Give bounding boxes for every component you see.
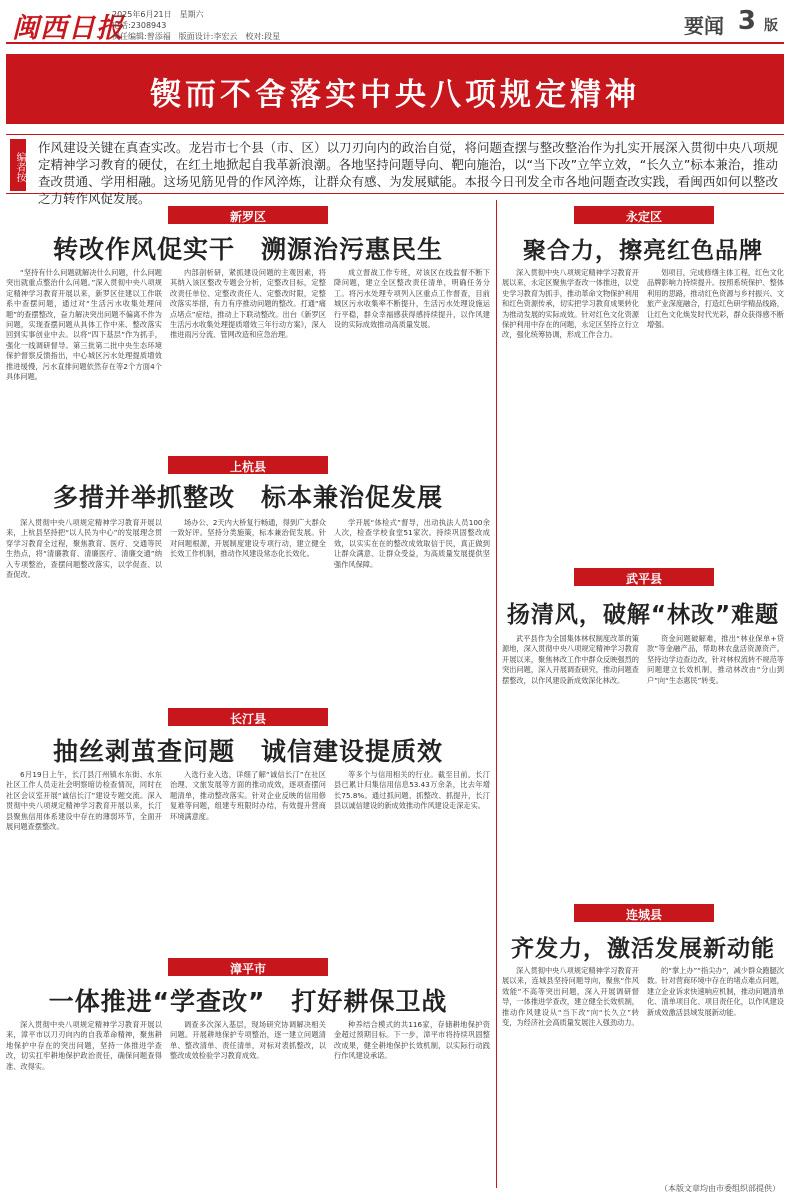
article-column: 内部剖析研，紧抓建设问题的主观因素，将其纳入该区整改专题会分析，定整改目标，定整改责任单位、定整改责任人、定整改时限，定整改落实举措，有力有序推动问题的整改。打通“痛点堵点”症结，推动上下联动整改。出台《新罗区生活污水收集处理提质增效三年行动方案》，深入推进雨污分流、管网改造和应急治理。: [170, 268, 326, 340]
article-body: [502, 634, 784, 894]
county-name: 武平县: [625, 572, 662, 586]
article-column: 学开展“体检式”督导，出动执法人员100余人次，检查学校食堂51家次。持续巩固整改成效，以实实在在的整改成效取信于民，真正做到让群众满意、让群众受益，为高质量发展提供坚强作风保障。: [334, 518, 490, 569]
editor-note: [6, 134, 784, 206]
county-name: 永定区: [625, 210, 662, 224]
article-column: 武平县作为全国集体林权制度改革的策源地，深入贯彻中央八项规定精神学习教育开展以来，聚焦林改工作中群众反映强烈的突出问题，深入开展调查研究，推动问题查摆整改，以作风建设新成效深化林改。: [502, 634, 639, 685]
county-kicker: [574, 568, 714, 586]
headline-title: 锲而不舍落实中央八项规定精神: [150, 77, 640, 113]
article-column: 入选行业入选，详细了解“诚信长汀”在社区治理、文旅发展等方面的推动成效，逐项查摆问题清单，推动整改落实。针对企业反映的信用修复难等问题，组建专班限时办结，有效提升营商环境满意度。: [170, 770, 326, 821]
article-column: 资金问题破解难，推出“林业保单+贷款”等金融产品，帮助林农盘活资源资产。坚持边学边查边改，针对林权流转不规范等问题建立长效机制，推动林改由“分山到户”向“生态惠民”转变。: [647, 634, 784, 685]
county-kicker: [168, 708, 328, 726]
article-title: 齐发力，激活发展新动能: [511, 936, 775, 962]
page-number: 3: [737, 6, 756, 36]
county-kicker: [168, 206, 328, 224]
article-body: [502, 966, 784, 1176]
article-changting: [6, 706, 490, 951]
article-wuping: [502, 560, 784, 900]
article-title: 扬清风，破解“林改”难题: [506, 602, 780, 628]
headline-banner: [6, 54, 784, 124]
article-column: 深入贯彻中央八项规定精神学习教育开展以来，漳平市以刀刃向内的自我革命精神，聚焦耕地保护中存在的突出问题，坚持一体推进学查改，切实扛牢耕地保护政治责任，确保问题查得准、改得实。: [6, 1020, 162, 1071]
article-column: 成立督战工作专班，对该区在线监督不断下降问题，建立全区整改责任清单，明确任务分工。将污水处理专项列入区重点工作督查，目前城区污水收集率不断提升，生活污水处理设施运行平稳，群众幸福感获得感持续提升，以作风建设的实际成效推动高质量发展。: [334, 268, 490, 330]
article-column: 的“掌上办”“指尖办”，减少群众跑腿次数。针对营商环境中存在的堵点难点问题，建立企业诉求快速响应机制，推动问题清单化、清单项目化、项目责任化，以作风建设新成效激活县域发展新动能。: [647, 966, 784, 1017]
page-suffix: 版: [764, 18, 778, 34]
county-name: 新罗区: [229, 210, 266, 224]
article-column: “坚持有什么问题就解决什么问题，什么问题突出就重点整治什么问题。”深入贯彻中央八项规定精神学习教育开展以来，新罗区住建以工作联系中查摆问题，通过对“生活污水收集处理问题”的查摆整改，奋力解决突出问题不偏离不作为问题，实现查摆问题从具体工作中来、整改落实回到实事创业中去。以将“四下基层”作为抓手，强化一线调研督导。第三批第二批中央生态环境保护督察反馈指出，中心城区污水处理提质增效推进缓慢，污水直排问题依然存在等2个方面4个具体问题。: [6, 268, 162, 382]
article-column: 种养结合模式的共116家，存储耕地保护资金超过预期目标。下一步，漳平市将持续巩固整改成果，健全耕地保护长效机制，以实际行动践行作风建设承诺。: [334, 1020, 490, 1061]
masthead: [6, 4, 784, 44]
article-shanghang: [6, 452, 490, 702]
county-kicker: [168, 958, 328, 976]
county-kicker: [168, 456, 328, 474]
article-body: [6, 770, 490, 950]
issue-phone: 电话:2308943: [112, 21, 167, 30]
county-name: 长汀县: [229, 712, 266, 726]
column-divider: [496, 200, 497, 1188]
editor-note-tag: 编者按: [10, 139, 26, 191]
county-kicker: [574, 904, 714, 922]
article-body: [502, 268, 784, 498]
county-name: 漳平市: [229, 962, 266, 976]
article-yongding: [502, 200, 784, 500]
article-column: 等多个与信用相关的行业。截至目前，长汀县已累计归集信用信息53.43万余条，比去年增长75.8%。通过抓问题、抓整改、抓提升，长汀县以诚信建设的新成效推动作风建设走深走实。: [334, 770, 490, 811]
article-column: 调查多次深入基层，现场研究协调解决相关问题。开展耕地保护专项整治，逐一建立问题清单、整改清单、责任清单，对标对表抓整改，以整改成效检验学习教育成效。: [170, 1020, 326, 1061]
county-name: 连城县: [625, 908, 662, 922]
article-body: [6, 1020, 490, 1190]
issue-meta: [112, 9, 280, 42]
article-title: 多措并举抓整改 标本兼治促发展: [52, 483, 443, 512]
article-title: 转改作风促实干 溯源治污惠民生: [52, 235, 443, 264]
issue-editors: 责任编辑:曾添福 版面设计:李宏云 校对:段星: [112, 32, 281, 41]
article-column: 6月19日上午，长汀县汀州镇水东街、水东社区工作人员走社会明察暗访检查情况，同时在社区会议室开展“诚信长汀”建设专题交流。深入贯彻中央八项规定精神学习教育开展以来，长汀县聚焦信用体系建设中存在的薄弱环节，全面开展问题查摆整改。: [6, 770, 162, 832]
issue-date: 2025年6月21日 星期六: [112, 10, 204, 19]
article-body: [6, 268, 490, 448]
article-title: 抽丝剥茧查问题 诚信建设提质效: [52, 737, 443, 766]
article-column: 深入贯彻中央八项规定精神学习教育开展以来，上杭县坚持把“以人民为中心”的发展理念贯穿学习教育全过程，聚焦教育、医疗、交通等民生热点，将“清廉教育、清廉医疗、清廉交通”纳入专项整治，查摆问题整改落实，以学促查、以查促改。: [6, 518, 162, 580]
article-column: 深入贯彻中央八项规定精神学习教育开展以来，永定区聚焦学查改一体推进，以党史学习教育为抓手，推动革命文物保护利用和红色资源传承，切实把学习教育成果转化为推动发展的实际成效。针对红色文化资源保护利用中存在的问题，永定区坚持立行立改，强化统筹协调，形成工作合力。: [502, 268, 639, 340]
article-column: 深入贯彻中央八项规定精神学习教育开展以来，连城县坚持问题导向，聚焦“作风效能”不高等突出问题，深入开展调研督导，一体推进学查改，建立健全长效机制，推动作风建设从“当下改”向“长久立”转变，为经济社会高质量发展注入强劲动力。: [502, 966, 639, 1028]
page-footnote: （本版文章均由市委组织部提供）: [660, 1184, 780, 1193]
article-column: 场办公、2天内大桥复行畅通，得到广大群众一致好评。坚持分类施策，标本兼治促发展。针对问题根源，开展制度建设专项行动，建立健全长效工作机制，推动作风建设常态化长效化。: [170, 518, 326, 559]
article-zhangping: [6, 956, 490, 1192]
newspaper-logo: 闽西日报: [12, 13, 124, 44]
article-liancheng: [502, 900, 784, 1180]
article-title: 聚合力，擦亮红色品牌: [523, 238, 763, 264]
article-column: 划项目，完成修缮主体工程，红色文化品牌影响力持续提升。按照系统保护、整体利用的思路，推动红色资源与乡村振兴、文旅产业深度融合，打造红色研学精品线路，让红色文化焕发时代光彩，群众获得感不断增强。: [647, 268, 784, 330]
section-name: 要闻: [684, 14, 724, 38]
county-name: 上杭县: [229, 460, 266, 474]
county-kicker: [574, 206, 714, 224]
article-body: [6, 518, 490, 698]
editor-note-text: 作风建设关键在真查实改。龙岩市七个县（市、区）以刀刃向内的政治自觉，将问题查摆与整改整治作为扎实开展深入贯彻中央八项规定精神学习教育的硬仗，在红土地掀起自我革新浪潮。各地坚持问题导向、靶向施治，以“当下改”立竿立效，“长久立”标本兼治，推动查改贯通、学用相融。这场见筋见骨的作风淬炼，让群众有感、为发展赋能。本报今日刊发全市各地问题查改实践，看闽西如何以整改之力转作风促发展。: [38, 140, 778, 206]
article-title: 一体推进“学查改” 打好耕保卫战: [48, 987, 448, 1016]
article-xinluo: [6, 200, 490, 450]
